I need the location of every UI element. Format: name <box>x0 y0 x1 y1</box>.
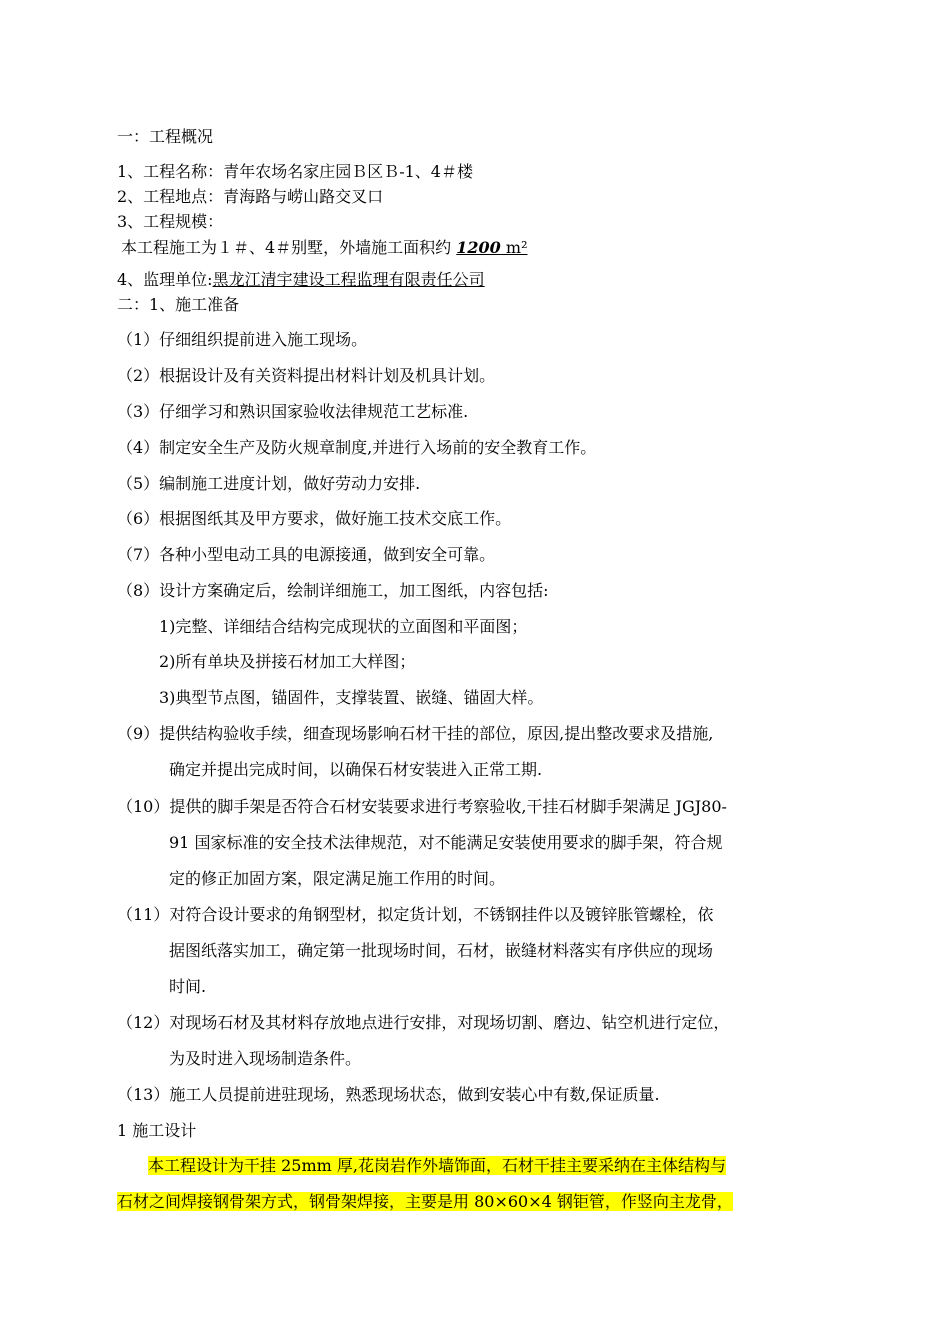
supervisor-value: 黑龙江清宇建设工程监理有限责任公司 <box>212 270 485 289</box>
project-location-line: 2、工程地点：青海路与崂山路交叉口 <box>117 187 384 206</box>
scale-area-value: 1200 <box>456 238 501 257</box>
prep-item: （8）设计方案确定后，绘制详细施工，加工图纸，内容包括: <box>117 581 549 600</box>
prep-sub-item: 1)完整、详细结合结构完成现状的立面图和平面图； <box>159 617 528 636</box>
prep-item-10-line-3: 定的修正加固方案，限定满足施工作用的时间。 <box>169 869 506 888</box>
prep-item: （3）仔细学习和熟识国家验收法律规范工艺标准. <box>117 402 469 421</box>
prep-sub-item: 2)所有单块及拼接石材加工大样图； <box>159 652 416 671</box>
scale-area-unit: m² <box>500 238 528 257</box>
prep-item-12-line-2: 为及时进入现场制造条件。 <box>169 1049 362 1068</box>
prep-item-12-line-1: （12）对现场石材及其材料存放地点进行安排，对现场切割、磨边、钻空机进行定位， <box>117 1013 730 1032</box>
project-name-value: 青年农场名家庄园Ｂ区Ｂ-1、4＃楼 <box>223 162 473 181</box>
prep-item-10-line-1: （10）提供的脚手架是否符合石材安装要求进行考察验收,干挂石材脚手架满足 JGJ80- <box>117 797 727 816</box>
prep-item-13: （13）施工人员提前进驻现场，熟悉现场状态，做到安装心中有数,保证质量. <box>117 1085 660 1104</box>
supervisor-line <box>117 269 485 291</box>
prep-item: （7）各种小型电动工具的电源接通，做到安全可靠。 <box>117 545 496 564</box>
prep-item: （5）编制施工进度计划，做好劳动力安排. <box>117 474 421 493</box>
prep-heading: 二：1、施工准备 <box>117 295 240 314</box>
prep-item: （6）根据图纸其及甲方要求，做好施工技术交底工作。 <box>117 509 512 528</box>
design-paragraph-line-2 <box>117 1191 733 1213</box>
prep-item-11-line-2: 据图纸落实加工，确定第一批现场时间，石材，嵌缝材料落实有序供应的现场 <box>169 941 714 960</box>
prep-item: （1）仔细组织提前进入施工现场。 <box>117 330 368 349</box>
project-scale-label: 3、工程规模： <box>117 212 224 231</box>
prep-item-11-line-3: 时间. <box>169 977 207 996</box>
prep-item: （2）根据设计及有关资料提出材料计划及机具计划。 <box>117 366 496 385</box>
design-paragraph-line-1 <box>148 1155 726 1177</box>
project-name-label: 1、工程名称： <box>117 162 224 181</box>
project-name-line <box>117 161 473 183</box>
design-heading: 1 施工设计 <box>117 1121 197 1140</box>
prep-sub-item: 3)典型节点图，锚固件，支撑装置、嵌缝、锚固大样。 <box>159 688 544 707</box>
prep-item-9-line-1: （9）提供结构验收手续，细查现场影响石材干挂的部位，原因,提出整改要求及措施, <box>117 724 714 743</box>
prep-item-11-line-1: （11）对符合设计要求的角钢型材，拟定货计划，不锈钢挂件以及镀锌胀管螺栓，依 <box>117 905 714 924</box>
project-scale-text <box>121 237 527 259</box>
highlighted-text: 本工程设计为干挂 25mm 厚,花岗岩作外墙饰面，石材干挂主要采纳在主体结构与 <box>148 1156 726 1175</box>
highlighted-text: 石材之间焊接钢骨架方式，钢骨架焊接，主要是用 80×60×4 钢钜管，作竖向主龙骨， <box>117 1192 733 1211</box>
prep-item: （4）制定安全生产及防火规章制度,并进行入场前的安全教育工作。 <box>117 438 597 457</box>
overview-heading: 一：工程概况 <box>117 127 214 146</box>
prep-item-9-line-2: 确定并提出完成时间，以确保石材安装进入正常工期. <box>169 760 543 779</box>
prep-item-10-line-2: 91 国家标准的安全技术法律规范，对不能满足安装使用要求的脚手架，符合规 <box>169 833 723 852</box>
supervisor-label: 4、监理单位: <box>117 270 213 289</box>
scale-text: 本工程施工为１＃、4＃别墅，外墙施工面积约 <box>121 238 452 257</box>
